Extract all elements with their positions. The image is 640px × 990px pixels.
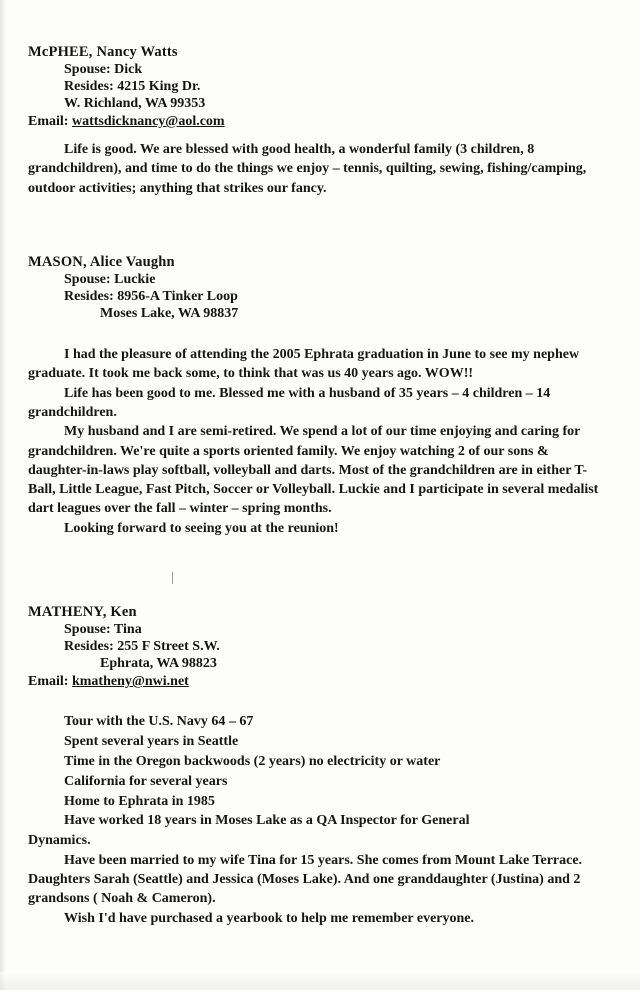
list-item: Tour with the U.S. Navy 64 – 67 <box>64 714 254 730</box>
entry-mcphee <box>28 44 600 198</box>
email-label: Email: <box>28 114 69 129</box>
entry-name: McPHEE, Nancy Watts <box>28 44 178 60</box>
entry-name: MATHENY, Ken <box>28 604 137 621</box>
list-item: Spent several years in Seattle <box>64 733 239 749</box>
bio-paragraph: Life is good. We are blessed with good health, a wonderful family (3 children, 8 grandchildren), and time to do the things we enjoy – tennis, quilting, sewing, fishing/camping, outdoor activities; anything that strikes our fancy. <box>28 142 587 196</box>
bio-paragraph: Looking forward to seeing you at the reunion! <box>64 520 339 536</box>
entry-name: MASON, Alice Vaughn <box>28 253 175 270</box>
email-line <box>28 114 600 130</box>
email-address-link[interactable]: wattsdicknancy@aol.com <box>71 114 225 129</box>
resides-line: Resides: 4215 King Dr. <box>64 79 201 94</box>
city-state-line: W. Richland, WA 99353 <box>64 96 206 111</box>
resides-line: Resides: 8956-A Tinker Loop <box>64 288 238 304</box>
stray-pen-mark <box>172 572 173 584</box>
spouse-line: Spouse: Tina <box>64 622 142 638</box>
email-address-link[interactable]: kmatheny@nwi.net <box>71 674 189 690</box>
entry-matheny <box>28 604 600 928</box>
email-label: Email: <box>28 674 69 690</box>
email-line <box>28 674 600 690</box>
list-item: Home to Ephrata in 1985 <box>64 793 215 809</box>
city-state-line: Moses Lake, WA 98837 <box>100 305 239 321</box>
scan-edge-bottom <box>0 972 640 990</box>
list-item: Have worked 18 years in Moses Lake as a QA Inspector for General <box>64 813 470 829</box>
bio-paragraph: My husband and I are semi-retired. We spend a lot of our time enjoying and caring for grandchildren. We're quite a sports oriented family. We enjoy watching 2 of our sons & daughter-in-laws play softball, volleyball and darts. Most of the grandchildren are in either T-Ball, Little League, Fast Pitch, Soccer or Volleyball. Luckie and I participate in several medalist dart leagues over the fall – winter – spring months. <box>28 424 599 517</box>
spouse-line: Spouse: Luckie <box>64 271 156 287</box>
scan-edge-left <box>0 0 6 990</box>
resides-line: Resides: 255 F Street S.W. <box>64 639 220 655</box>
list-item: Time in the Oregon backwoods (2 years) no electricity or water <box>64 753 441 769</box>
entry-mason <box>28 254 600 538</box>
bio-paragraph: I had the pleasure of attending the 2005 Ephrata graduation in June to see my nephew graduate. It took me back some, to think that was us 40 years ago. WOW!! <box>28 346 580 382</box>
bio-paragraph: Wish I'd have purchased a yearbook to help me remember everyone. <box>64 910 475 926</box>
list-item: California for several years <box>64 773 228 789</box>
bio-paragraph: Life has been good to me. Blessed me with a husband of 35 years – 4 children – 14 grandchildren. <box>28 385 551 420</box>
city-state-line: Ephrata, WA 98823 <box>100 656 217 672</box>
bio-paragraph: Have been married to my wife Tina for 15 years. She comes from Mount Lake Terrace. Daughters Sarah (Seattle) and Jessica (Moses Lake). And one granddaughter (Justina) and 2 grandsons ( Noah & Cameron). <box>28 852 583 907</box>
bio-paragraph: Dynamics. <box>28 833 91 849</box>
spouse-line: Spouse: Dick <box>64 62 143 77</box>
